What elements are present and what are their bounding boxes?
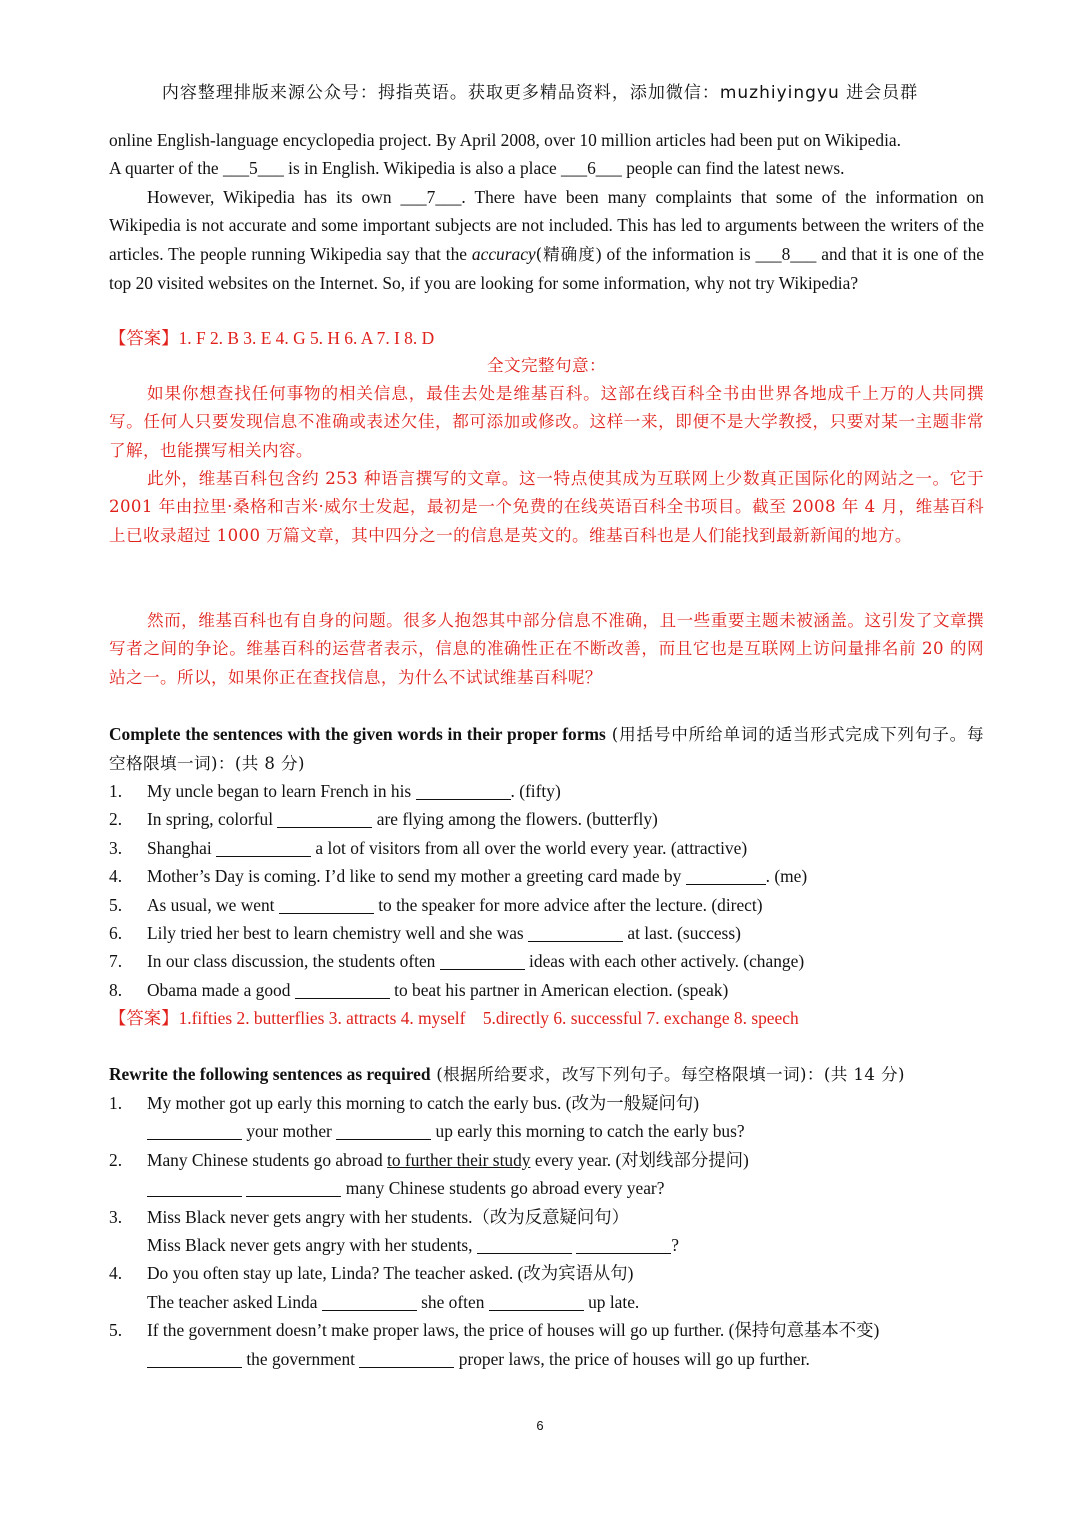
passage-text-b: ) of the information is ___8___ and that it is one of the top 20 visited websites on the Internet. So, if you are looking for some information, why not try Wikipedia? [109, 243, 985, 294]
answer-blank[interactable] [279, 894, 374, 914]
translation-paragraph-3: 然而，维基百科也有自身的问题。很多人抱怨其中部分信息不准确，且一些重要主题未被涵盖。这引发了文章撰写者之间的争论。维基百科的运营者表示，信息的准确性正在不断改善，而且它也是互联网上访问量排名前 20 的网站之一。所以，如果你正在查找信息，为什么不试试维基百科呢？ [109, 611, 984, 687]
rewrite-item-5 [109, 1316, 984, 1344]
item-number: 4. [109, 1263, 123, 1284]
answer-text: proper laws, the price of houses will go up further. [454, 1348, 810, 1369]
item-text [147, 919, 741, 947]
answer-text: she often [416, 1291, 489, 1312]
translation-paragraph-2: 此外，维基百科包含约 253 种语言撰写的文章。这一特点使其成为互联网上少数真正国际化的网站之一。它于 2001 年由拉里·桑格和吉米·威尔士发起，最初是一个免费的在线英语百科全书项目。截至 2008 年 4 月，维基百科上已收录超过 1000 万篇文章，其中四分之一的信息是英文的。维基百科也是人们能找到最新新闻的地方。 [109, 469, 984, 545]
rewrite-item-4 [109, 1259, 984, 1287]
answer-blank[interactable] [477, 1234, 572, 1254]
rewrite-answer-4 [109, 1288, 984, 1316]
answer-blank[interactable] [246, 1177, 341, 1197]
answer-blank[interactable] [440, 950, 525, 970]
sentence-start: Shanghai [147, 837, 217, 858]
sentence-item [109, 891, 984, 919]
page-number: 6 [536, 1418, 544, 1433]
answer-blank[interactable] [416, 780, 511, 800]
answer-text: The teacher asked Linda [147, 1291, 322, 1312]
passage-line-2: A quarter of the ___5___ is in English. Wikipedia is also a place ___6___ people can find the latest news. [109, 158, 845, 179]
sentence-item [109, 947, 984, 975]
accuracy-cn: (精确度 [535, 244, 596, 264]
answer-blank[interactable] [489, 1291, 584, 1311]
accuracy-word: accuracy [471, 243, 536, 264]
item-number: 6. [109, 922, 123, 943]
sentence-start: In spring, colorful [147, 809, 278, 830]
answer-text: Miss Black never gets angry with her students, [147, 1234, 477, 1255]
item-number: 2. [109, 809, 123, 830]
sentence-end: a lot of visitors from all over the world every year. (attractive) [311, 837, 748, 858]
sentence-start: Obama made a good [147, 979, 295, 1000]
rewrite-answer-2 [109, 1174, 984, 1202]
passage-text-a: However, Wikipedia has its own ___7___. There have been many complaints that some of the information on Wikipedia is not accurate and some important subjects are not included. This has led to arguments between the writers of the articles. The people running Wikipedia say that the [109, 187, 984, 264]
item-number: 8. [109, 979, 123, 1000]
sentence-start: Lily tried her best to learn chemistry well and she was [147, 922, 529, 943]
sentence-end: . (fifty) [510, 781, 561, 801]
passage-paragraph-1 [109, 126, 984, 183]
sentence-end: . (me) [765, 866, 808, 887]
item-text [147, 777, 561, 805]
section-3-title-en: Rewrite the following sentences as required [109, 1064, 431, 1084]
answer-blank[interactable] [336, 1120, 431, 1140]
answer-text: your mother [242, 1121, 337, 1142]
answer-blank[interactable] [277, 808, 372, 828]
sentence-item [109, 976, 984, 1004]
passage-line-1: online English-language encyclopedia project. By April 2008, over 10 million articles had been put on Wikipedia. [109, 130, 901, 150]
answer-blank[interactable] [359, 1348, 454, 1368]
item-text [147, 947, 804, 975]
item-number: 1. [109, 1093, 123, 1113]
sentence-item [109, 919, 984, 947]
passage-paragraph-2 [109, 183, 984, 298]
answer-text: many Chinese students go abroad every year? [341, 1178, 665, 1199]
sentence-end: to the speaker for more advice after the lecture. (direct) [373, 894, 763, 915]
item-number: 3. [109, 1206, 123, 1227]
rewrite-answer-3 [109, 1231, 984, 1259]
underlined-part: to further their study [387, 1149, 531, 1170]
answer-text: the government [242, 1348, 360, 1369]
section-3-title [109, 1060, 984, 1089]
rewrite-answer-1 [109, 1117, 984, 1145]
item-text [147, 891, 763, 919]
section-3-list [109, 1089, 984, 1373]
item-number: 5. [109, 1320, 123, 1341]
item-number: 1. [109, 781, 123, 801]
answer-blank[interactable] [686, 865, 766, 885]
section-2-title [109, 720, 984, 779]
sentence-item [109, 834, 984, 862]
item-text: Miss Black never gets angry with her students.（改为反意疑问句） [147, 1206, 630, 1227]
rewrite-answer-5 [109, 1345, 984, 1373]
answer-text: ? [671, 1234, 679, 1255]
item-text [147, 862, 807, 890]
answer-blank[interactable] [147, 1177, 242, 1197]
item-number: 7. [109, 951, 123, 972]
page-header: 内容整理排版来源公众号：拇指英语。获取更多精品资料，添加微信：muzhiyingyu 进会员群 [161, 83, 919, 103]
sentence-start: My uncle began to learn French in his [147, 781, 416, 801]
answer-blank[interactable] [147, 1348, 242, 1368]
translation-title: 全文完整句意： [487, 356, 606, 375]
item-text: Many Chinese students go abroad [147, 1149, 388, 1170]
item-text: If the government doesn’t make proper laws, the price of houses will go up further. (保持句意基本不变) [147, 1320, 880, 1341]
sentence-end: are flying among the flowers. (butterfly) [372, 809, 658, 830]
answer-text: up late. [583, 1291, 640, 1312]
sentence-end: to beat his partner in American election. (speak) [389, 979, 729, 1000]
item-number: 5. [109, 894, 123, 915]
item-text: Do you often stay up late, Linda? The teacher asked. (改为宾语从句) [147, 1263, 634, 1284]
rewrite-item-3 [109, 1203, 984, 1231]
section-2-title-en: Complete the sentences with the given words in their proper forms [109, 724, 606, 744]
section-3-title-cn: (根据所给要求，改写下列句子。每空格限填一词)：(共 14 分) [430, 1065, 905, 1084]
sentence-start: As usual, we went [147, 894, 279, 915]
translation-paragraph-1: 如果你想查找任何事物的相关信息，最佳去处是维基百科。这部在线百科全书由世界各地成千上万的人共同撰写。任何人只要发现信息不准确或表述欠佳，都可添加或修改。这样一来，即便不是大学教授，只要对某一主题非常了解，也能撰写相关内容。 [109, 384, 984, 460]
item-text [147, 834, 747, 862]
item-text: My mother got up early this morning to catch the early bus. (改为一般疑问句) [147, 1093, 700, 1113]
sentence-item [109, 777, 984, 805]
sentence-item [109, 862, 984, 890]
sentence-end: at last. (success) [623, 922, 741, 943]
sentence-end: ideas with each other actively. (change) [524, 951, 805, 972]
sentence-start: Mother’s Day is coming. I’d like to send my mother a greeting card made by [147, 866, 686, 887]
item-text: every year. (对划线部分提问) [530, 1149, 749, 1170]
answer-blank[interactable] [528, 922, 623, 942]
answer-text: up early this morning to catch the early bus? [431, 1121, 745, 1142]
answer-blank[interactable] [147, 1120, 242, 1140]
sentence-start: In our class discussion, the students often [147, 951, 440, 972]
section-2-list [109, 777, 984, 1004]
item-text [147, 976, 728, 1004]
item-number: 3. [109, 837, 123, 858]
item-number: 4. [109, 866, 123, 887]
answer-reading: 【答案】1. F 2. B 3. E 4. G 5. H 6. A 7. I 8. D [109, 328, 435, 348]
item-number: 2. [109, 1149, 123, 1170]
sentence-item [109, 805, 984, 833]
answer-blank[interactable] [322, 1291, 417, 1311]
answer-section-2: 【答案】1.fifties 2. butterflies 3. attracts 4. myself 5.directly 6. successful 7. exchange 8. speech [109, 1008, 799, 1028]
answer-blank[interactable] [295, 979, 390, 999]
answer-blank[interactable] [576, 1234, 671, 1254]
answer-blank[interactable] [216, 837, 311, 857]
section-2-title-cn: (用括号中所给单词的适当形式完成下列句子。每空格限填一词)：(共 8 分) [109, 725, 984, 774]
item-text [147, 805, 658, 833]
rewrite-item-2 [109, 1146, 984, 1174]
rewrite-item-1 [109, 1089, 984, 1117]
